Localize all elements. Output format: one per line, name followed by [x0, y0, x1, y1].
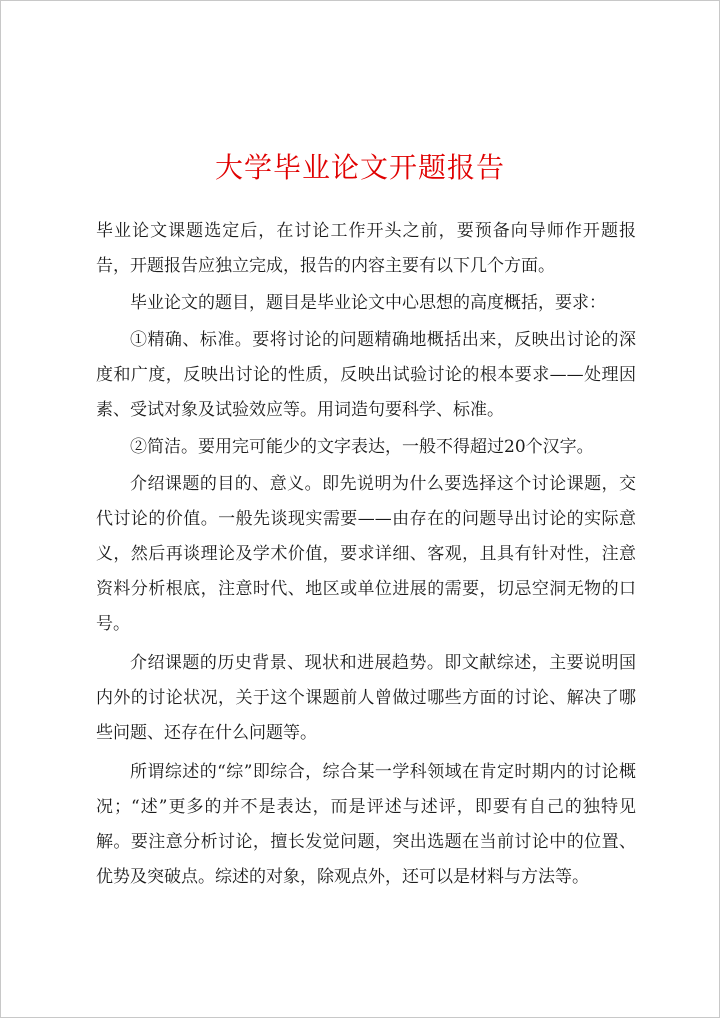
paragraph-intro: 毕业论文课题选定后，在讨论工作开头之前，要预备向导师作开题报告，开题报告应独立完成，报告的内容主要有以下几个方面。: [96, 221, 636, 276]
paragraph-title-requirements: 毕业论文的题目，题目是毕业论文中心思想的高度概括，要求：: [130, 293, 606, 313]
paragraph-background: 介绍课题的历史背景、现状和进展趋势。即文献综述，主要说明国内外的讨论状况，关于这个课题前人曾做过哪些方面的讨论、解决了哪些问题、还存在什么问题等。: [96, 653, 636, 743]
paragraph-conciseness: ②简洁。要用完可能少的文字表达，一般不得超过20个汉字。: [130, 437, 594, 457]
document-body: [96, 214, 636, 895]
paragraph-review: 所谓综述的“综”即综合，综合某一学科领域在肯定时期内的讨论概况；“述”更多的并不是表达，而是评述与述评，即要有自己的独特见解。要注意分析讨论，擅长发觉问题，突出选题在当前讨论中的位置、优势及突破点。综述的对象，除观点外，还可以是材料与方法等。: [96, 762, 636, 887]
document-title: 大学毕业论文开题报告: [214, 151, 505, 184]
paragraph-purpose: 介绍课题的目的、意义。即先说明为什么要选择这个讨论课题，交代讨论的价值。一般先谈现实需要——由存在的问题导出讨论的实际意义，然后再谈理论及学术价值，要求详细、客观，且具有针对性，注意资料分析根底，注意时代、地区或单位进展的需要，切忌空洞无物的口号。: [96, 474, 636, 634]
paragraph-accuracy: ①精确、标准。要将讨论的问题精确地概括出来，反映出讨论的深度和广度，反映出讨论的性质，反映出试验讨论的根本要求——处理因素、受试对象及试验效应等。用词造句要科学、标准。: [96, 330, 636, 420]
